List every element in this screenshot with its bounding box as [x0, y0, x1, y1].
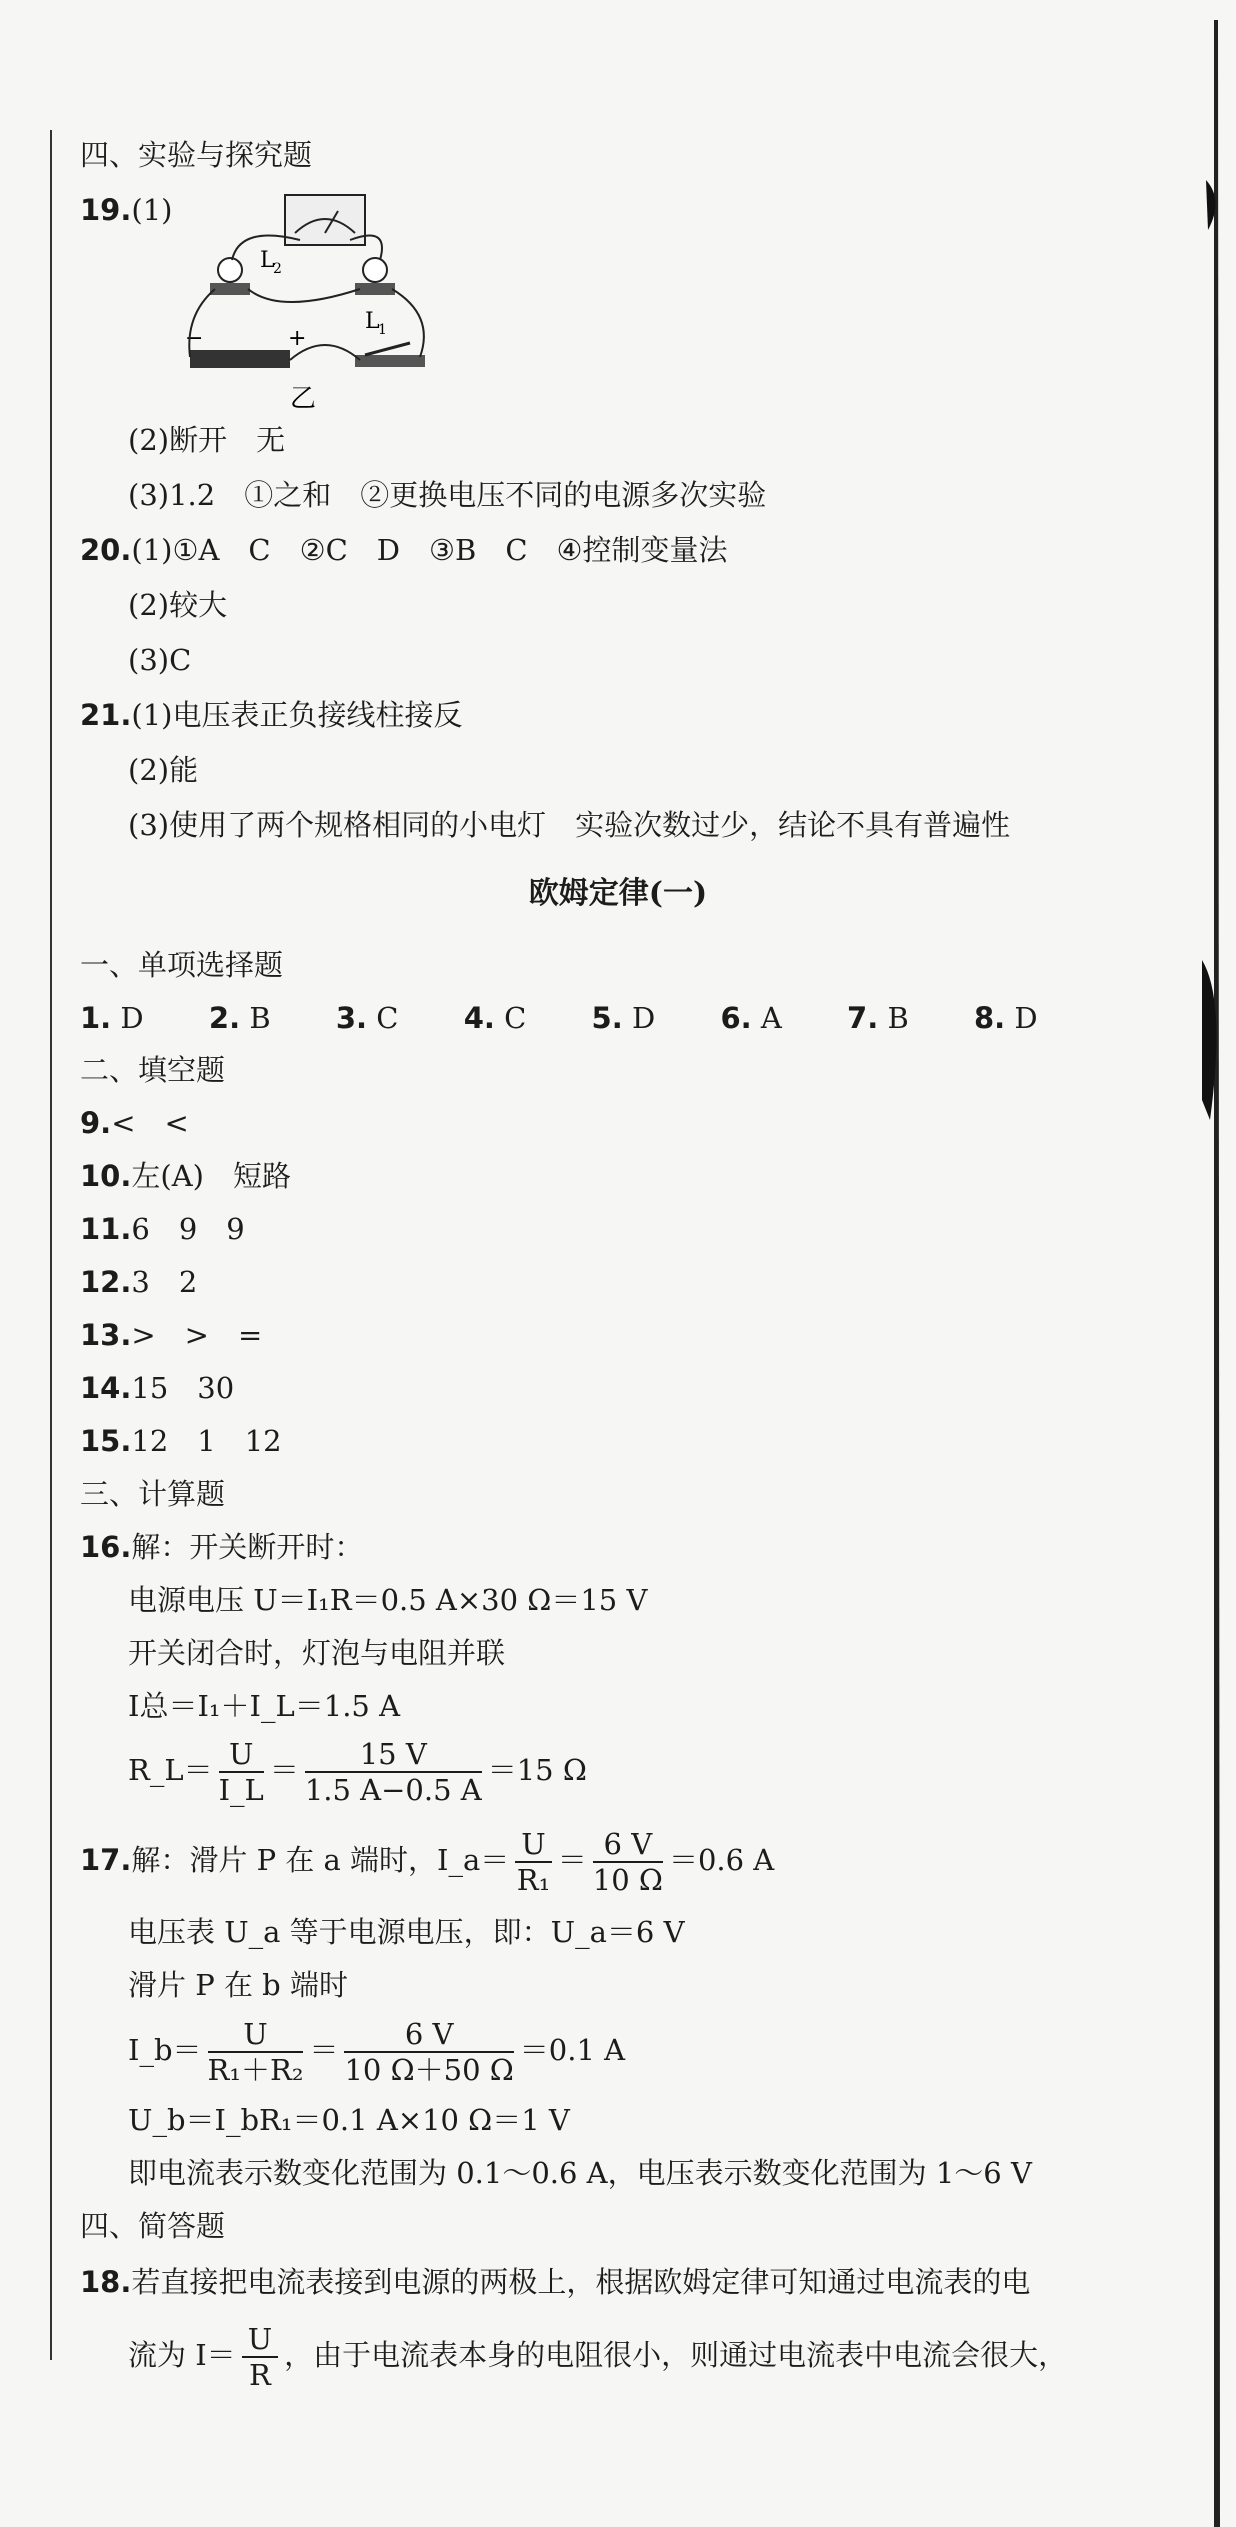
answer-part: (3)1.2 ①之和 ②更换电压不同的电源多次实验 — [128, 478, 767, 512]
mc-item: 4. C — [463, 1001, 527, 1035]
section-heading: 四、简答题 — [80, 2209, 226, 2243]
solution-line: 即电流表示数变化范围为 0.1～0.6 A，电压表示数变化范围为 1～6 V — [128, 2156, 1032, 2190]
fill-item: 13.> > = — [80, 1318, 263, 1352]
answer-part: (1)电压表正负接线柱接反 — [131, 698, 463, 732]
bulb-l2-icon — [218, 258, 242, 282]
section-heading: 一、单项选择题 — [80, 948, 284, 982]
bulb-l1-icon — [363, 258, 387, 282]
label-l2-sub: 2 — [273, 261, 282, 277]
answer-part: (2)能 — [128, 753, 199, 787]
page-edge-shadow — [1196, 0, 1236, 2527]
chapter-title: 欧姆定律(一) — [528, 876, 708, 911]
question-20 — [80, 530, 728, 570]
question-number: 21. — [80, 698, 132, 732]
solution-fraction-line: R_L＝ $\frac{U}{I\_L}$ ＝ $\frac{15 V}{1.5 A-0.5 A}$ ＝15 Ω — [128, 1737, 587, 1807]
mc-item: 5. D — [591, 1001, 656, 1035]
question-21 — [80, 695, 462, 735]
section-heading: 四、实验与探究题 — [80, 138, 313, 172]
label-plus: + — [288, 326, 307, 351]
section-heading: 三、计算题 — [80, 1477, 226, 1511]
question-17: 17.解：滑片 P 在 a 端时，I_a＝ $\frac{U}{\text{R₁}}$ ＝ $\frac{6 V}{10 \Omega}$ ＝0.6 A — [80, 1827, 775, 1897]
mc-item: 7. B — [847, 1001, 909, 1035]
switch-icon — [355, 355, 425, 367]
battery-icon — [190, 350, 290, 368]
fill-item: 11.6 9 9 — [80, 1212, 245, 1246]
question-18: 18.若直接把电流表接到电源的两极上，根据欧姆定律可知通过电流表的电 — [80, 2265, 1031, 2299]
question-16: 16.解：开关断开时： — [80, 1530, 364, 1564]
diagram-caption: 乙 — [290, 384, 317, 414]
solution-line: 电压表 U_a 等于电源电压，即：U_a＝6 V — [128, 1915, 685, 1949]
mc-item: 3. C — [335, 1001, 399, 1035]
label-l2: L — [260, 248, 275, 273]
fill-item: 9.< < — [80, 1106, 189, 1140]
mc-item: 2. B — [208, 1001, 271, 1035]
answer-part: (3)使用了两个规格相同的小电灯 实验次数过少，结论不具有普遍性 — [128, 808, 1011, 842]
multiple-choice-answers — [80, 998, 1094, 1038]
margin-line — [50, 130, 52, 2360]
answer-part: (3)C — [128, 643, 192, 677]
fill-item: 12.3 2 — [80, 1265, 198, 1299]
mc-item: 8. D — [974, 1001, 1038, 1035]
label-minus: − — [185, 326, 204, 351]
question-number: 20. — [80, 533, 132, 567]
fill-item: 15.12 1 12 — [80, 1424, 282, 1458]
circuit-diagram — [170, 185, 450, 425]
label-l1-sub: 1 — [378, 322, 387, 338]
answer-part: (2)较大 — [128, 588, 228, 622]
fill-item: 10.左(A) 短路 — [80, 1159, 291, 1193]
question-19 — [80, 190, 172, 230]
answer-part: (1)①A C ②C D ③B C ④控制变量法 — [131, 533, 728, 567]
mc-item: 1. D — [80, 1001, 144, 1035]
solution-line: 开关闭合时，灯泡与电阻并联 — [128, 1636, 506, 1670]
solution-line: 滑片 P 在 b 端时 — [128, 1968, 348, 2002]
solution-line: I总＝I₁＋I_L＝1.5 A — [128, 1689, 401, 1723]
question-number: 19. — [80, 193, 132, 227]
solution-fraction-line: 流为 I＝ $\frac{U}{R}$ ，由于电流表本身的电阻很小，则通过电流表中电流会很大， — [128, 2322, 1068, 2392]
section-heading: 二、填空题 — [80, 1053, 226, 1087]
answer-part: (1) — [131, 193, 173, 227]
solution-line: U_b＝I_bR₁＝0.1 A×10 Ω＝1 V — [128, 2103, 570, 2137]
mc-item: 6. A — [720, 1001, 782, 1035]
fill-item: 14.15 30 — [80, 1371, 235, 1405]
solution-fraction-line: I_b＝ $\frac{U}{\text{R₁＋R₂}}$ ＝ $\frac{6 V}{10 \Omega+50 \Omega}$ ＝0.1 A — [128, 2017, 626, 2087]
solution-line: 电源电压 U＝I₁R＝0.5 A×30 Ω＝15 V — [128, 1583, 648, 1617]
label-l1: L — [365, 309, 380, 334]
answer-part: (2)断开 无 — [128, 423, 286, 457]
